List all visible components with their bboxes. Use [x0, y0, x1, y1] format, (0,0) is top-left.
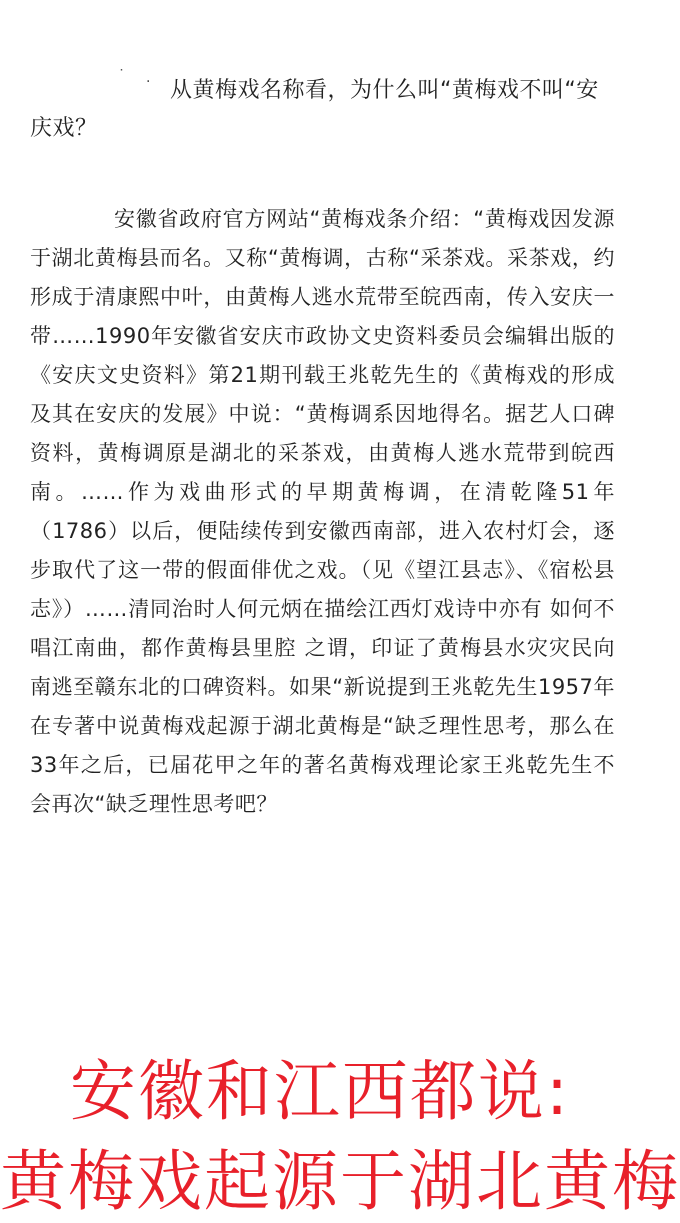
- article-body: 安徽省政府官方网站“黄梅戏条介绍：“黄梅戏因发源于湖北黄梅县而名。又称“黄梅调，古称“采茶戏。采茶戏，约形成于清康熙中叶，由黄梅人逃水荒带至皖西南，传入安庆一带……1990年安徽省安庆市政协文史资料委员会编辑出版的《安庆文史资料》第21期刊载王兆乾先生的《黄梅戏的形成及其在安庆的发展》中说：“黄梅调系因地得名。据艺人口碑资料，黄梅调原是湖北的采茶戏，由黄梅人逃水荒带到皖西南。……作为戏曲形式的早期黄梅调，在清乾隆51年（1786）以后，便陆续传到安徽西南部，进入农村灯会，逐步取代了这一带的假面俳优之戏。（见《望江县志》、《宿松县志》）……清同治时人何元炳在描绘江西灯戏诗中亦有 如何不唱江南曲，都作黄梅县里腔 之谓，印证了黄梅县水灾灾民向南逃至赣东北的口碑资料。如果“新说提到王兆乾先生1957年在专著中说黄梅戏起源于湖北黄梅是“缺乏理性思考，那么在33年之后，已届花甲之年的著名黄梅戏理论家王兆乾先生不会再次“缺乏理性思考吧？: [30, 207, 615, 816]
- stray-mark: ˙: [118, 68, 125, 84]
- overlay-caption-line-2: 黄梅戏起源于湖北黄梅: [0, 1143, 680, 1220]
- article-title: 从黄梅戏名称看，为什么叫“黄梅戏不叫“安庆戏？: [30, 78, 599, 141]
- overlay-caption-line-1: 安徽和江西都说:: [69, 1053, 571, 1130]
- stray-mark: ·: [146, 74, 151, 90]
